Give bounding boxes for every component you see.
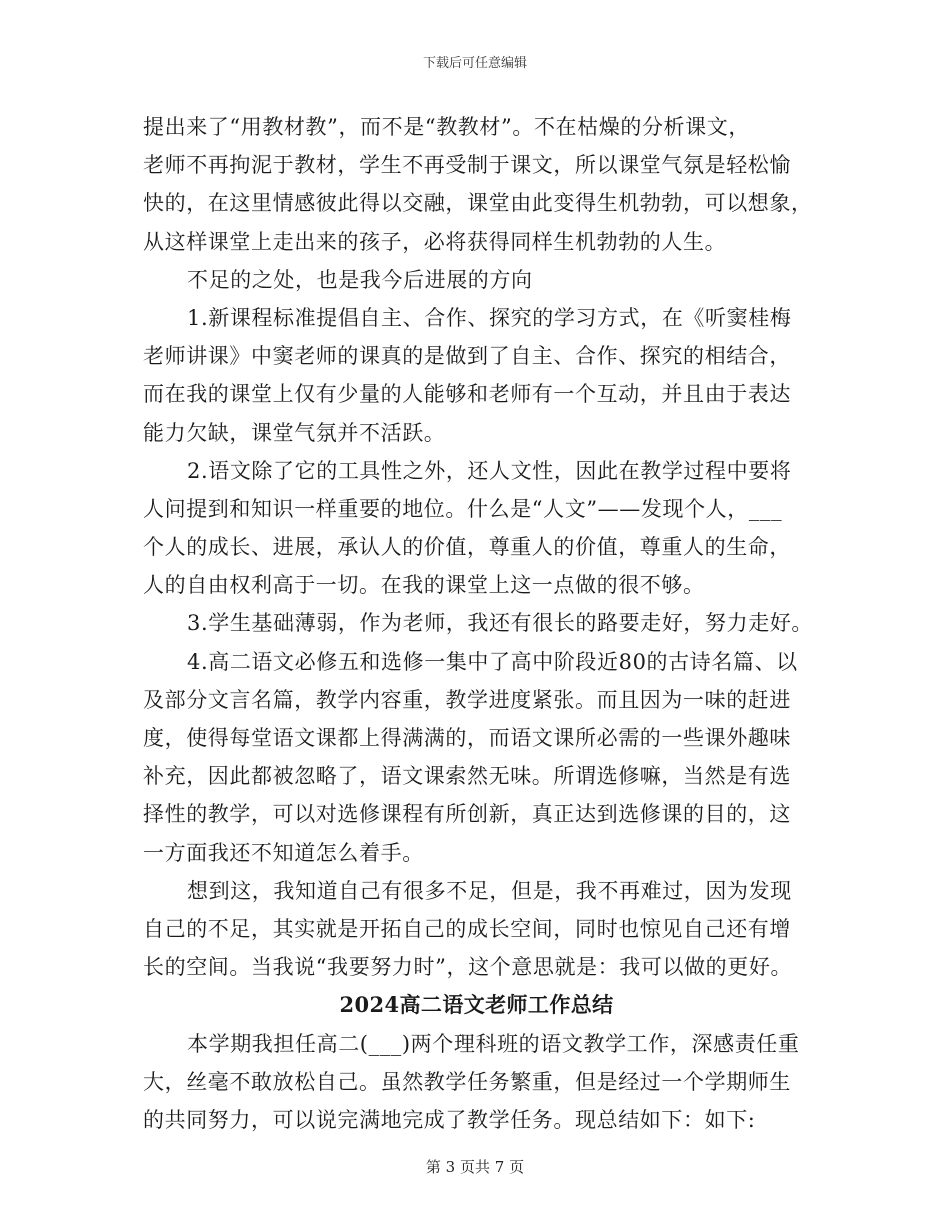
page-footer: 第 3 页共 7 页: [425, 1158, 525, 1176]
text-line: 的共同努力，可以说完满地完成了教学任务。现总结如下：如下:: [143, 1107, 756, 1132]
text-line: 1.新课程标准提倡自主、合作、探究的学习方式，在《听窦桂梅: [187, 305, 792, 330]
text-line: 大，丝毫不敢放松自己。虽然教学任务繁重，但是经过一个学期师生: [143, 1069, 791, 1094]
text-line: 人的自由权利高于一切。在我的课堂上这一点做的很不够。: [143, 573, 705, 598]
text-line: 快的，在这里情感彼此得以交融，课堂由此变得生机勃勃，可以想象，: [143, 191, 813, 216]
text-line: 从这样课堂上走出来的孩子，必将获得同样生机勃勃的人生。: [143, 229, 727, 254]
text-line: 能力欠缺，课堂气氛并不活跃。: [143, 420, 446, 445]
text-line: 及部分文言名篇，教学内容重，教学进度紧张。而且因为一味的赶进: [143, 687, 791, 712]
text-line: 4.高二语文必修五和选修一集中了高中阶段近80的古诗名篇、以: [187, 649, 798, 674]
text-line: 2.语文除了它的工具性之外，还人文性，因此在教学过程中要将: [187, 458, 792, 483]
text-line: 本学期我担任高二(___)两个理科班的语文教学工作，深感责任重: [187, 1031, 800, 1056]
text-line: 择性的教学，可以对选修课程有所创新，真正达到选修课的目的，这: [143, 802, 791, 827]
text-line: 一方面我还不知道怎么着手。: [143, 840, 424, 865]
text-line: 老师讲课》中窦老师的课真的是做到了自主、合作、探究的相结合，: [143, 344, 791, 369]
text-line: 不足的之处，也是我今后进展的方向: [187, 267, 533, 292]
text-line: 自己的不足，其实就是开拓自己的成长空间，同时也惊见自己还有增: [143, 916, 791, 941]
text-line: 人问提到和知识一样重要的地位。什么是“人文”——发现个人，___: [143, 496, 783, 521]
text-line: 3.学生基础薄弱，作为老师，我还有很长的路要走好，努力走好。: [187, 611, 814, 636]
text-line: 提出来了“用教材教”，而不是“教教材”。不在枯燥的分析课文，: [143, 115, 750, 139]
document-body: [143, 108, 814, 1139]
text-line: 度，使得每堂语文课都上得满满的，而语文课所必需的一些课外趣味: [143, 726, 791, 750]
header-note: 下载后可任意编辑: [422, 56, 527, 71]
text-line: 而在我的课堂上仅有少量的人能够和老师有一个互动，并且由于表达: [143, 382, 791, 407]
text-line: 老师不再拘泥于教材，学生不再受制于课文，所以课堂气氛是轻松愉: [143, 153, 791, 178]
text-line: 个人的成长、进展，承认人的价值，尊重人的价值，尊重人的生命，: [143, 535, 791, 560]
text-line: 补充，因此都被忽略了，语文课索然无味。所谓选修嘛，当然是有选: [143, 764, 791, 789]
text-line: 想到这，我知道自己有很多不足，但是，我不再难过，因为发现: [187, 878, 792, 903]
text-line: 长的空间。当我说“我要努力时”，这个意思就是：我可以做的更好。: [143, 955, 793, 980]
section-title: 2024高二语文老师工作总结: [339, 992, 614, 1018]
